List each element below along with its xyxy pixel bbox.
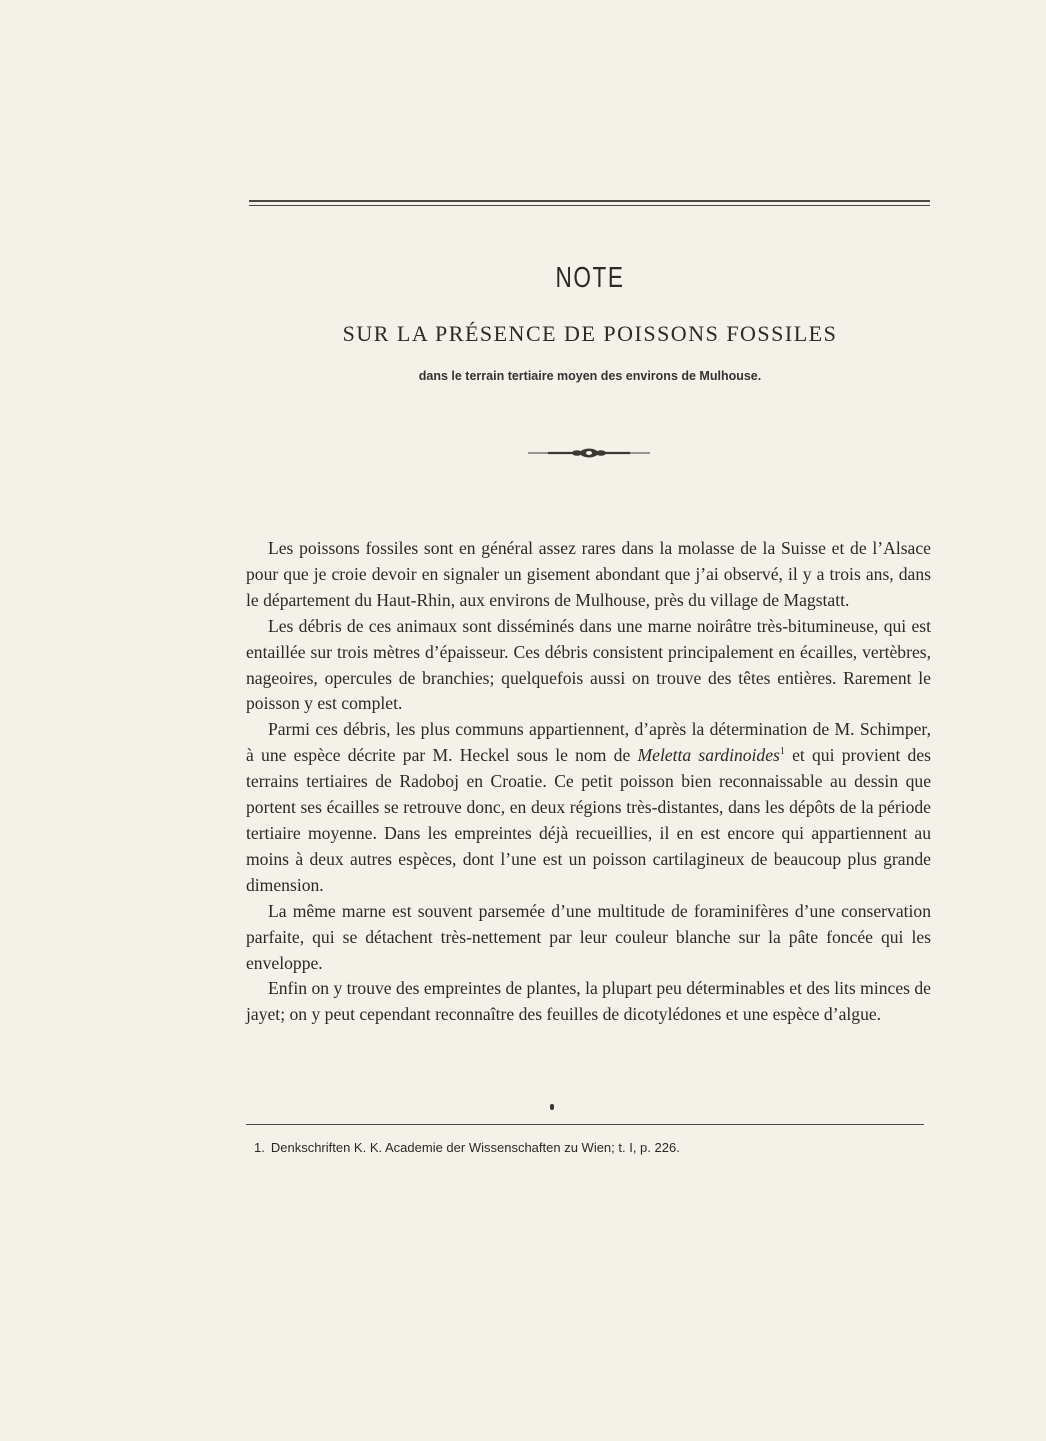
body-text <box>246 536 931 1028</box>
footnote-rule <box>246 1124 924 1125</box>
species-name: Meletta sardinoides <box>637 745 780 766</box>
ink-speck <box>550 1104 554 1110</box>
paragraph-1: Les poissons fossiles sont en général assez rares dans la molasse de la Suisse et de l’Alsace pour que je croie devoir en signaler un gisement abondant que j’ai observé, il y a trois ans, dans le département du Haut-Rhin, aux environs de Mulhouse, près du village de Magstatt. <box>246 538 931 610</box>
paragraph-5: Enfin on y trouve des empreintes de plantes, la plupart peu déterminables et des lits minces de jayet; on y peut cependant reconnaître des feuilles de dicotylédones et une espèce d’algue. <box>246 978 931 1025</box>
footnote-number: 1. <box>254 1140 265 1155</box>
paragraph-3-part-1: Parmi ces débris, les plus communs appartiennent, d’après la détermination de M. Schimper, à une espèce décrite par M. Heckel sous le nom de <box>246 719 931 766</box>
paragraph-4: La même marne est souvent parsemée d’une multitude de foraminifères d’une conservation parfaite, qui se détachent très-nettement par leur couleur blanche sur la pâte foncée qui les enveloppe. <box>246 900 931 973</box>
footnote-text: Denkschriften K. K. Academie der Wissenschaften zu Wien; t. I, p. 226. <box>270 1140 680 1155</box>
footnote-reference: 1 <box>779 746 785 758</box>
paragraph-3 <box>246 717 931 898</box>
ornament-divider <box>528 447 650 459</box>
document-subtitle: dans le terrain tertiaire moyen des environs de Mulhouse. <box>418 369 762 383</box>
document-title-note: NOTE <box>555 262 625 294</box>
paragraph-3-part-2: et qui provient des terrains tertiaires de Radoboj en Croatie. Ce petit poisson bien reconnaissable au dessin que portent ses écailles se retrouve donc, en deux régions très-distantes, dans les dépôts de la période tertiaire moyenne. Dans les empreintes déjà recueillies, il en est encore qui appartiennent au moins à deux autres espèces, dont l’une est un poisson cartilagineux de beaucoup plus grande dimension. <box>246 745 932 895</box>
document-title: SUR LA PRÉSENCE DE POISSONS FOSSILES <box>342 321 838 346</box>
header-double-rule <box>249 200 930 206</box>
paragraph-2: Les débris de ces animaux sont disséminés dans une marne noirâtre très-bitumineuse, qui est entaillée sur trois mètres d’épaisseur. Ces débris consistent principalement en écailles, vertèbres, nageoires, opercules de branchies; quelquefois aussi on trouve des têtes entières. Rarement le poisson y est complet. <box>246 615 931 714</box>
footnote <box>254 1140 924 1155</box>
